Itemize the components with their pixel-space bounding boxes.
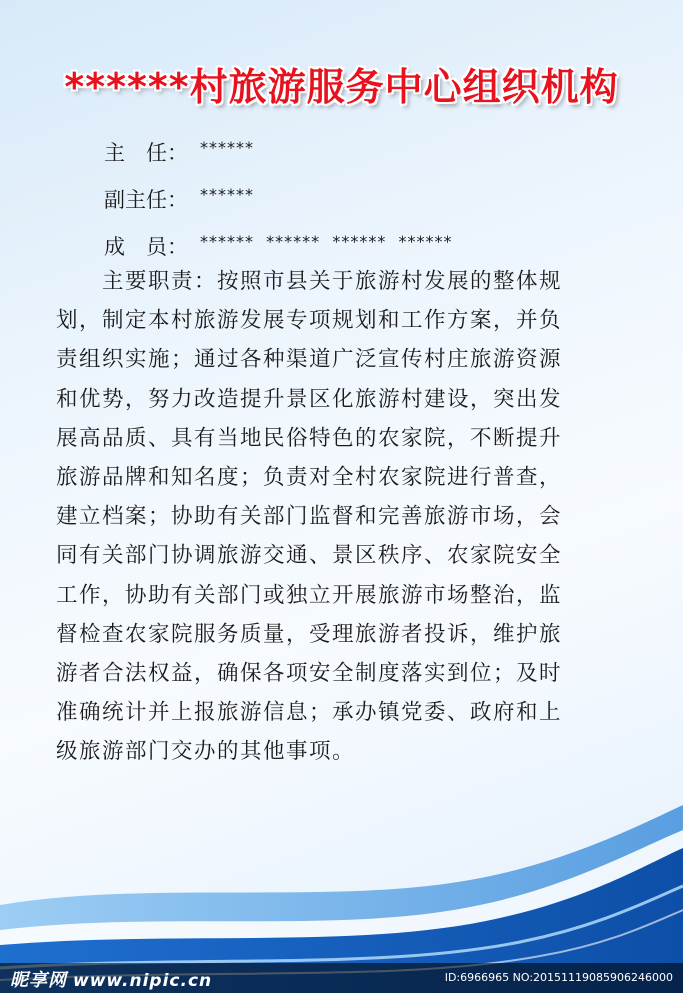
duties-line: 准确统计并上报旅游信息；承办镇党委、政府和上 — [56, 700, 563, 726]
role-director-label: 主 任： — [104, 140, 188, 165]
duties-line: 工作，协助有关部门或独立开展旅游市场整治，监 — [56, 582, 563, 608]
duties-line: 建立档案；协助有关部门监督和完善旅游市场，会 — [56, 504, 563, 530]
role-deputy-director-label: 副主任： — [104, 187, 188, 212]
watermark-logo-text: 昵享网 — [10, 970, 67, 991]
watermark-url: www.nipic.cn — [73, 971, 213, 991]
duties-line: 和优势，努力改造提升景区化旅游村建设，突出发 — [56, 386, 563, 412]
role-deputy-director-value: ****** — [200, 185, 254, 204]
duties-line: 划，制定本村旅游发展专项规划和工作方案，并负 — [56, 308, 563, 334]
watermark-logo — [10, 966, 212, 992]
duties-line: 主要职责：按照市县关于旅游村发展的整体规 — [102, 269, 563, 294]
page-title: ******村旅游服务中心组织机构 — [64, 65, 619, 109]
duties-line: 责组织实施；通过各种渠道广泛宣传村庄旅游资源 — [56, 347, 563, 373]
duties-line: 游者合法权益，确保各项安全制度落实到位；及时 — [56, 660, 563, 686]
role-members-value: ****** ****** ****** ****** — [200, 232, 453, 251]
duties-line: 同有关部门协调旅游交通、景区秩序、农家院安全 — [56, 543, 563, 569]
duties-line: 展高品质、具有当地民俗特色的农家院，不断提升 — [56, 425, 563, 451]
role-director-value: ****** — [200, 138, 254, 157]
duties-paragraph — [56, 262, 636, 771]
role-director — [104, 128, 453, 175]
duties-line: 旅游品牌和知名度；负责对全村农家院进行普查， — [56, 464, 563, 490]
duties-line: 级旅游部门交办的其他事项。 — [56, 739, 356, 765]
watermark-bar — [0, 963, 683, 993]
role-members-label: 成 员： — [104, 234, 188, 259]
role-deputy-director — [104, 175, 453, 222]
watermark-id: ID:6966965 NO:20151119085906246000 — [444, 971, 673, 984]
duties-line: 督检查农家院服务质量，受理旅游者投诉，维护旅 — [56, 621, 563, 647]
roles-list — [104, 128, 453, 269]
